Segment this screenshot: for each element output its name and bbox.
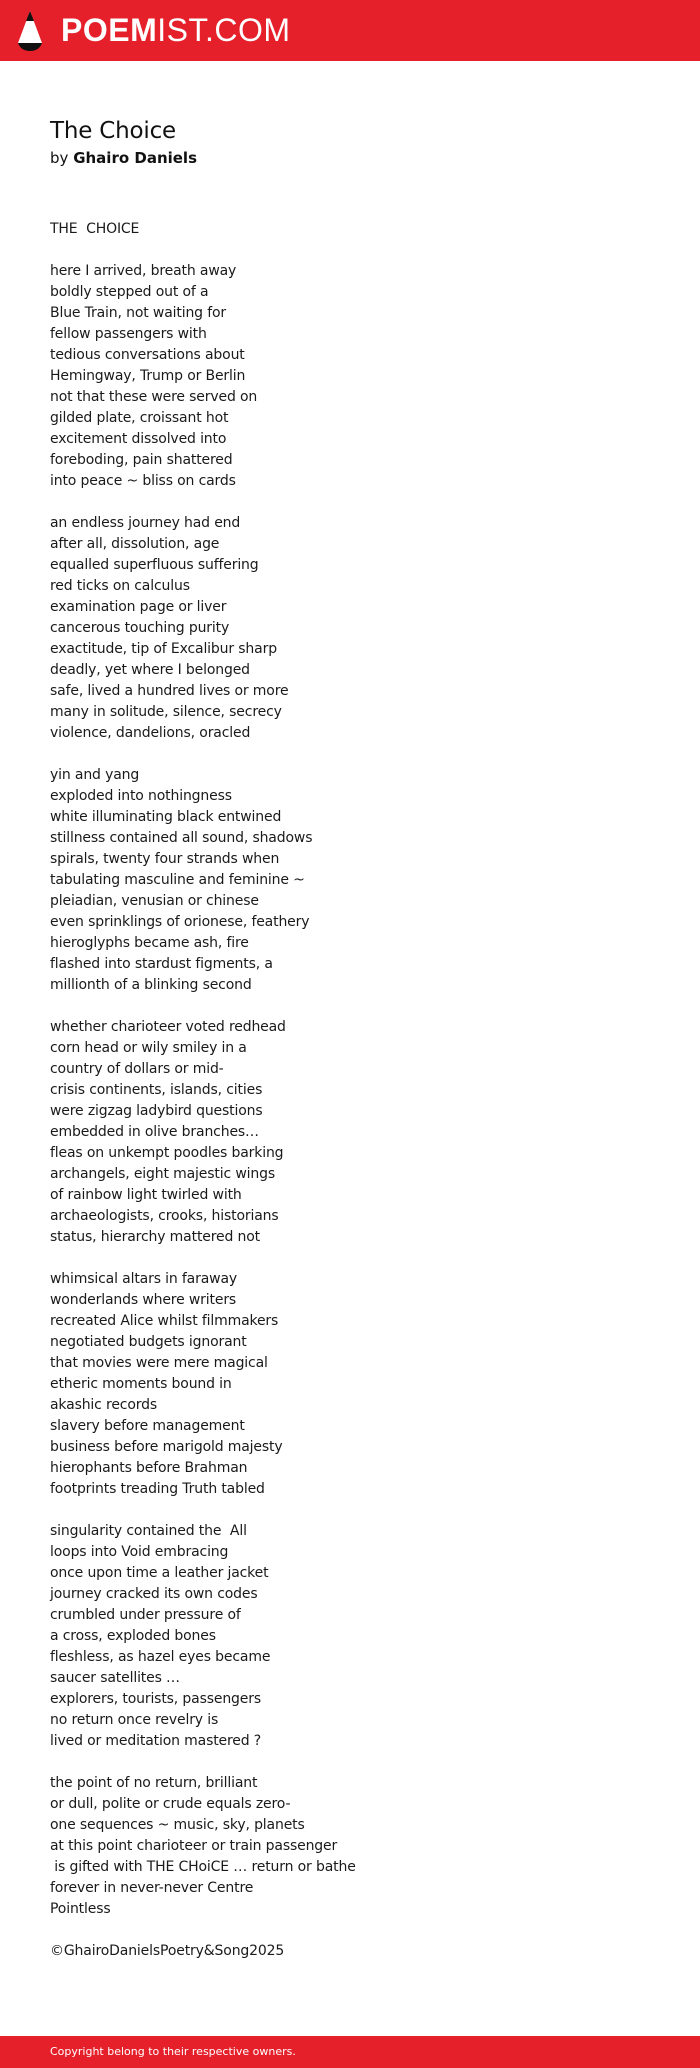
poem-line: examination page or liver	[50, 599, 227, 615]
author-name: Ghairo Daniels	[73, 149, 198, 167]
poem-line: forever in never-never Centre	[50, 1880, 254, 1896]
poem-line: loops into Void embracing	[50, 1544, 229, 1560]
poem-line: tabulating masculine and feminine ~	[50, 872, 305, 888]
poem-line: whimsical altars in faraway	[50, 1271, 238, 1287]
site-footer	[0, 2036, 700, 2068]
poem-line: whether charioteer voted redhead	[50, 1019, 286, 1035]
poem-line: fleas on unkempt poodles barking	[50, 1145, 284, 1161]
poem-line: a cross, exploded bones	[50, 1628, 216, 1644]
poem-line: even sprinklings of orionese, feathery	[50, 914, 310, 930]
poem-line: excitement dissolved into	[50, 431, 227, 447]
stanza-break	[50, 492, 650, 513]
poem-line: equalled superfluous suffering	[50, 557, 259, 573]
poem-line: pleiadian, venusian or chinese	[50, 893, 259, 909]
stanza-break	[50, 1248, 650, 1269]
poem-line: red ticks on calculus	[50, 578, 190, 594]
poem-line: boldly stepped out of a	[50, 284, 209, 300]
poem-line: akashic records	[50, 1397, 157, 1413]
poem-line: crisis continents, islands, cities	[50, 1082, 263, 1098]
poem-line: fleshless, as hazel eyes became	[50, 1649, 271, 1665]
by-label: by	[50, 149, 69, 167]
stanza-break	[50, 744, 650, 765]
stanza-break	[50, 240, 650, 261]
poem-line: fellow passengers with	[50, 326, 207, 342]
site-header	[0, 0, 700, 61]
poem-line: into peace ~ bliss on cards	[50, 473, 236, 489]
poem-line: millionth of a blinking second	[50, 977, 252, 993]
poem-line: one sequences ~ music, sky, planets	[50, 1817, 305, 1833]
poem-line: foreboding, pain shattered	[50, 452, 233, 468]
poem-line: tedious conversations about	[50, 347, 245, 363]
logo-bold-text: POEM	[61, 12, 158, 48]
poem-line: embedded in olive branches…	[50, 1124, 259, 1140]
poem-line: recreated Alice whilst filmmakers	[50, 1313, 279, 1329]
poem-line: etheric moments bound in	[50, 1376, 232, 1392]
poem-line: yin and yang	[50, 767, 140, 783]
poem-line: wonderlands where writers	[50, 1292, 237, 1308]
footer-copyright: Copyright belong to their respective owners.	[50, 2045, 296, 2058]
stanza-break	[50, 1752, 650, 1773]
poem-line: explorers, tourists, passengers	[50, 1691, 261, 1707]
poem-line: negotiated budgets ignorant	[50, 1334, 247, 1350]
poem-line: is gifted with THE CHoiCE … return or bathe	[50, 1859, 356, 1875]
poem-line: exactitude, tip of Excalibur sharp	[50, 641, 277, 657]
byline	[50, 148, 650, 168]
poem-line: once upon time a leather jacket	[50, 1565, 269, 1581]
poem-line: corn head or wily smiley in a	[50, 1040, 247, 1056]
poem-line: the point of no return, brilliant	[50, 1775, 258, 1791]
poem-line: Blue Train, not waiting for	[50, 305, 227, 321]
poem-line: THE CHOICE	[50, 221, 140, 237]
poem-line: white illuminating black entwined	[50, 809, 282, 825]
poem-line: violence, dandelions, oracled	[50, 725, 251, 741]
poem-line: deadly, yet where I belonged	[50, 662, 250, 678]
poem-header	[50, 116, 650, 168]
poem-line: at this point charioteer or train passenger	[50, 1838, 338, 1854]
poem-line: country of dollars or mid-	[50, 1061, 224, 1077]
poem-line: archaeologists, crooks, historians	[50, 1208, 279, 1224]
poem-line: or dull, polite or crude equals zero-	[50, 1796, 291, 1812]
poem-line: saucer satellites …	[50, 1670, 180, 1686]
poem-line: safe, lived a hundred lives or more	[50, 683, 289, 699]
poem-line: exploded into nothingness	[50, 788, 232, 804]
poem-line: stillness contained all sound, shadows	[50, 830, 313, 846]
poem-line: footprints treading Truth tabled	[50, 1481, 265, 1497]
poem-line: flashed into stardust figments, a	[50, 956, 273, 972]
poem-line: here I arrived, breath away	[50, 263, 237, 279]
poem-line: an endless journey had end	[50, 515, 241, 531]
poem-line: singularity contained the All	[50, 1523, 247, 1539]
stanza-break	[50, 996, 650, 1017]
poem-line: cancerous touching purity	[50, 620, 230, 636]
site-logo[interactable]	[61, 13, 291, 47]
poem-line: gilded plate, croissant hot	[50, 410, 229, 426]
poem-line: status, hierarchy mattered not	[50, 1229, 261, 1245]
poem-line: spirals, twenty four strands when	[50, 851, 280, 867]
poem-line: hierophants before Brahman	[50, 1460, 248, 1476]
poem-line: Hemingway, Trump or Berlin	[50, 368, 246, 384]
poem-line: ©GhairoDanielsPoetry&Song2025	[50, 1943, 285, 1959]
poem-line: were zigzag ladybird questions	[50, 1103, 263, 1119]
poem-line: business before marigold majesty	[50, 1439, 283, 1455]
poem-line: of rainbow light twirled with	[50, 1187, 242, 1203]
poem-line: crumbled under pressure of	[50, 1607, 241, 1623]
poem-line: many in solitude, silence, secrecy	[50, 704, 282, 720]
poem-line: no return once revelry is	[50, 1712, 219, 1728]
poem-line: that movies were mere magical	[50, 1355, 268, 1371]
poem-line: archangels, eight majestic wings	[50, 1166, 275, 1182]
poem-line: hieroglyphs became ash, fire	[50, 935, 249, 951]
stanza-break	[50, 1500, 650, 1521]
stanza-break	[50, 1920, 650, 1941]
poem-line: slavery before management	[50, 1418, 245, 1434]
poem-title: The Choice	[50, 118, 176, 144]
poem-line: after all, dissolution, age	[50, 536, 220, 552]
poem-body	[50, 219, 650, 1962]
pencil-tip-icon[interactable]	[17, 10, 43, 52]
poem-line: Pointless	[50, 1901, 111, 1917]
poem-line: journey cracked its own codes	[50, 1586, 258, 1602]
logo-light-text: IST.COM	[157, 12, 291, 48]
poem-line: not that these were served on	[50, 389, 258, 405]
poem-line: lived or meditation mastered ?	[50, 1733, 262, 1749]
